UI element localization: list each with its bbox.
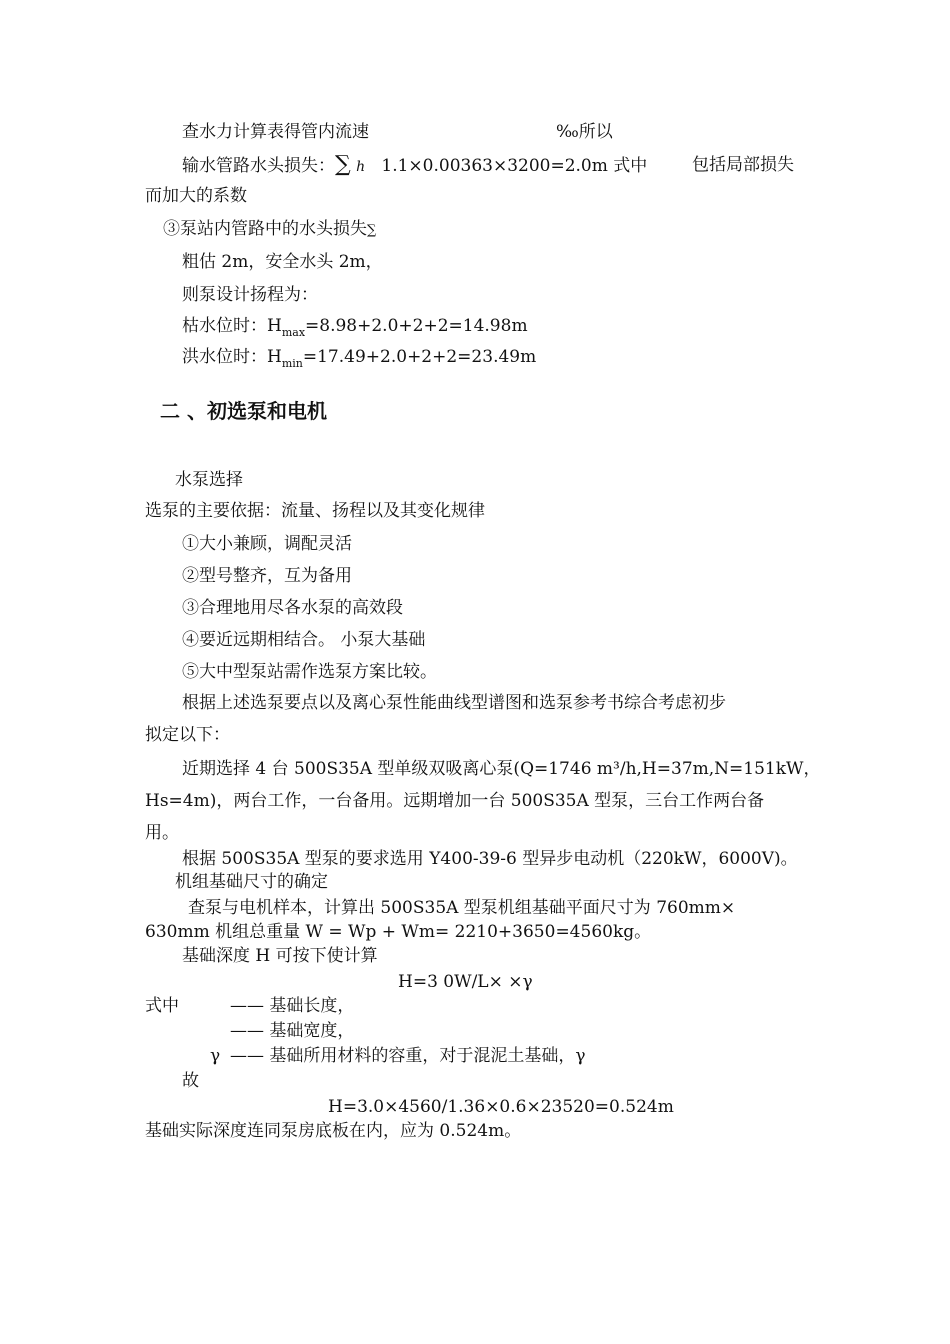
flood-water-line bbox=[182, 346, 536, 375]
pipeline-head-loss-label: 输水管路水头损失： bbox=[182, 156, 335, 176]
list-item: ④要近远期相结合。 小泵大基础 bbox=[182, 630, 426, 650]
pipeline-head-loss-note: 包括局部损失 bbox=[692, 155, 794, 175]
low-water-line bbox=[182, 315, 528, 344]
list-item: ③合理地用尽各水泵的高效段 bbox=[182, 598, 403, 618]
sigma-symbol: ∑ bbox=[335, 152, 351, 177]
station-head-loss-label: ③泵站内管路中的水头损失 bbox=[163, 219, 367, 239]
flood-water-formula: =17.49+2.0+2+2=23.49m bbox=[302, 347, 537, 367]
flood-water-label: 洪水位时：H bbox=[182, 347, 282, 367]
preliminary-line-1: 根据上述选泵要点以及离心泵性能曲线型谱图和选泵参考书综合考虑初步 bbox=[182, 693, 726, 713]
sample-calc-line-2: 630mm 机组总重量 W = Wp + Wm= 2210+3650=4560kg。 bbox=[145, 922, 652, 942]
station-head-loss-line bbox=[163, 218, 376, 242]
definition-length: —— 基础长度， bbox=[230, 996, 355, 1016]
list-item: ②型号整齐，互为备用 bbox=[182, 566, 352, 586]
near-term-line-1: 近期选择 4 台 500S35A 型单级双吸离心泵(Q=1746 m³/h,H=37m,N=151kW， bbox=[182, 759, 821, 779]
pipeline-head-loss-line bbox=[182, 154, 647, 178]
depth-formula: H=3 0W/L× ×γ bbox=[398, 972, 533, 992]
section-heading: 二 、初选泵和电机 bbox=[160, 399, 327, 423]
h-symbol: h bbox=[356, 159, 366, 175]
pump-selection-title: 水泵选择 bbox=[175, 470, 243, 490]
coefficient-line: 而加大的系数 bbox=[145, 186, 247, 206]
selection-basis-line: 选泵的主要依据：流量、扬程以及其变化规律 bbox=[145, 501, 485, 521]
actual-depth-line: 基础实际深度连同泵房底板在内，应为 0.524m。 bbox=[145, 1121, 522, 1141]
gamma-symbol: γ bbox=[210, 1046, 221, 1066]
list-item: ⑤大中型泵站需作选泵方案比较。 bbox=[182, 662, 437, 682]
pipeline-head-loss-formula: 1.1×0.00363×3200=2.0m 式中 bbox=[381, 156, 648, 176]
depth-calc-line: 基础深度 H 可按下使计算 bbox=[182, 946, 378, 966]
foundation-size-title: 机组基础尺寸的确定 bbox=[175, 872, 328, 892]
low-water-label: 枯水位时：H bbox=[182, 316, 282, 336]
flow-velocity-line-right: ‰所以 bbox=[556, 122, 613, 142]
preliminary-line-2: 拟定以下： bbox=[145, 725, 230, 745]
low-water-formula: =8.98+2.0+2+2=14.98m bbox=[305, 316, 528, 336]
rough-estimate-line: 粗估 2m，安全水头 2m， bbox=[182, 252, 383, 272]
sample-calc-line-1: 查泵与电机样本，计算出 500S35A 型泵机组基础平面尺寸为 760mm× bbox=[188, 898, 736, 918]
definition-density: —— 基础所用材料的容重，对于混泥土基础，γ bbox=[230, 1046, 586, 1066]
near-term-line-3: 用。 bbox=[145, 823, 179, 843]
sigma-symbol: ∑ bbox=[367, 223, 377, 238]
flood-water-subscript: min bbox=[281, 357, 303, 370]
flow-velocity-line-left: 查水力计算表得管内流速 bbox=[182, 122, 369, 142]
low-water-subscript: max bbox=[281, 326, 306, 339]
depth-result-formula: H=3.0×4560/1.36×0.6×23520=0.524m bbox=[328, 1097, 674, 1117]
design-head-line: 则泵设计扬程为： bbox=[182, 285, 318, 305]
therefore-label: 故 bbox=[182, 1071, 199, 1091]
near-term-line-2: Hs=4m)，两台工作，一台备用。远期增加一台 500S35A 型泵，三台工作两台备 bbox=[145, 791, 765, 811]
where-label: 式中 bbox=[145, 996, 179, 1016]
list-item: ①大小兼顾，调配灵活 bbox=[182, 534, 352, 554]
definition-width: —— 基础宽度， bbox=[230, 1021, 355, 1041]
motor-selection-line: 根据 500S35A 型泵的要求选用 Y400-39-6 型异步电动机（220kW，6000V)。 bbox=[182, 849, 798, 869]
